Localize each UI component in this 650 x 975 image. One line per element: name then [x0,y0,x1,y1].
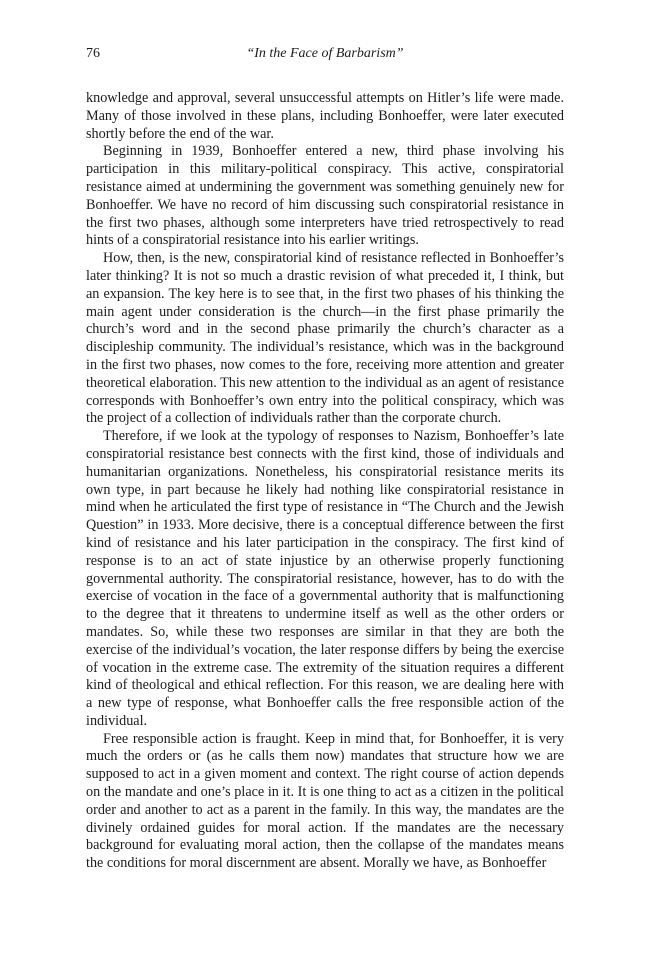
running-head [86,44,564,68]
paragraph-continued: knowledge and approval, several unsuccessful attempts on Hitler’s life were made. Many of those involved in these plans, including Bonhoeffer, were later executed shortly before the end of the war. [86,90,564,142]
paragraph: Free responsible action is fraught. Keep in mind that, for Bonhoeffer, it is very much the orders or (as he calls them now) mandates that structure how we are supposed to act in a given moment and context. The right course of action depends on the mandate and one’s place in it. It is one thing to act as a citizen in the political order and another to act as a parent in the family. In this way, the mandates are the divinely ordained guides for moral action. If the mandates are the necessary background for evaluating moral action, then the collapse of the mandates means the conditions for moral discernment are absent. Morally we have, as Bonhoeffer [86,730,564,872]
paragraph: How, then, is the new, conspiratorial kind of resistance reflected in Bonhoeffer’s later thinking? It is not so much a drastic revision of what preceded it, I think, but an expansion. The key here is to see that, in the first two phases of his thinking the main agent under consideration is the church—in the first phase primarily the church’s word and in the second phase primarily the church’s character as a discipleship community. The individual’s resistance, which was in the background in the first two phases, now comes to the fore, receiving more attention and greater theoretical elaboration. This new attention to the individual as an agent of resistance corresponds with Bonhoeffer’s own entry into the political conspiracy, which was the project of a collection of individuals rather than the corporate church. [86,250,564,427]
book-page [86,44,564,873]
paragraph: Therefore, if we look at the typology of responses to Nazism, Bonhoeffer’s late conspiratorial resistance best connects with the first kind, those of individuals and humanitarian organizations. Nonetheless, his conspiratorial resistance merits its own type, in part because he likely had nothing like conspiratorial resistance in mind when he articulated the first type of resistance in “The Church and the Jewish Question” in 1933. More decisive, there is a conceptual difference between the first kind of resistance and his later participation in the conspiracy. The first kind of response is to an act of state injustice by an otherwise properly functioning governmental authority. The conspiratorial resistance, however, has to do with the exercise of vocation in the face of a governmental authority that is malfunctioning to the degree that it threatens to undermine itself as well as the other orders or mandates. So, while these two responses are similar in that they are both the exercise of the individual’s vocation, the later response differs by being the exercise of vocation in the extreme case. The extremity of the situation requires a different kind of theological and ethical reflection. For this reason, we are dealing here with a new type of response, what Bonhoeffer calls the free responsible action of the individual. [86,428,564,729]
body-text [86,90,564,873]
running-title: “In the Face of Barbarism” [246,46,404,61]
paragraph: Beginning in 1939, Bonhoeffer entered a new, third phase involving his participation in this military-political conspiracy. This active, conspiratorial resistance aimed at undermining the government was something genuinely new for Bonhoeffer. We have no record of him discussing such conspiratorial resistance in the first two phases, although some interpreters have tried retrospectively to read hints of a conspiratorial resistance into his earlier writings. [86,143,564,249]
page-number: 76 [86,46,100,61]
